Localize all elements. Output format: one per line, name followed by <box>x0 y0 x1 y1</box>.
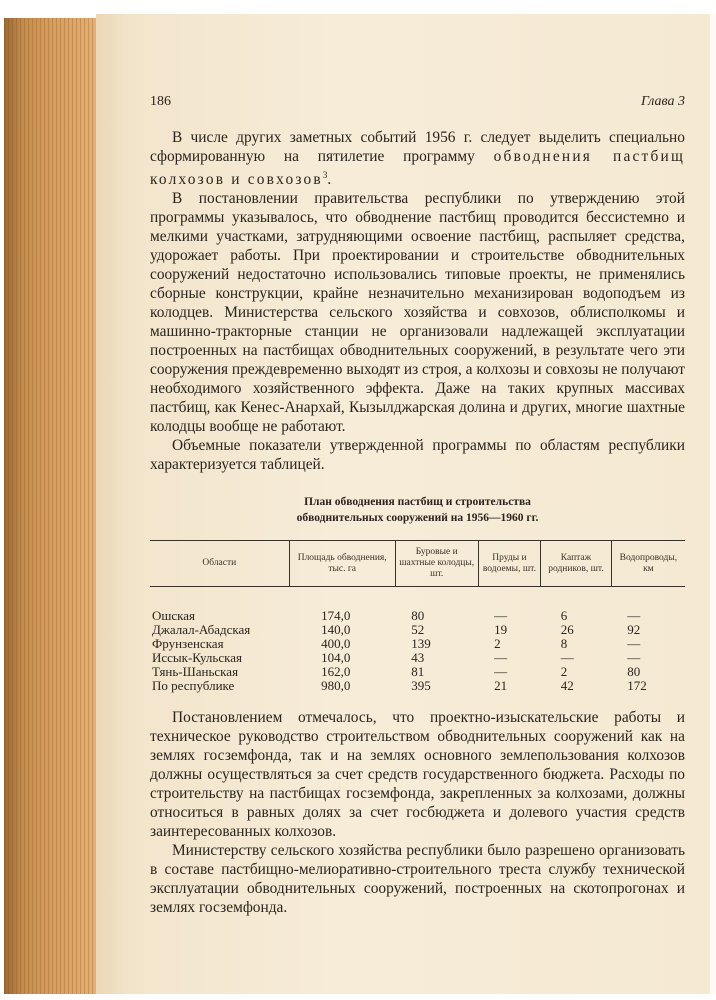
paragraph-2: В постановлении правительства республики по утверждению этой программы указывалось, что обводнение пастбищ проводится бессистемно и мелкими участками, затрудняющими освоение пастбищ, распыляет средства, удорожает работы. При проектировании и строительстве обводнительных сооружений недостаточно использовались типовые проекты, не применялись сборные конструкции, крайне незначительно механизирован водоподъем из колодцев. Министерства сельского хозяйства и совхозов, облисполкомы и машинно-тракторные станции не организовали надлежащей эксплуатации построенных на пастбищах обводнительных сооружений, в результате чего эти сооружения преждевременно выходят из строя, а колхозы и совхозы не получают необходимого хозяйственного эффекта. Даже на таких крупных массивах пастбищ, как Кенес-Анархай, Кызылджарская долина и других, многие шахтные колодцы вообще не работают. <box>150 190 685 436</box>
table-row: Иссык-Кульская 104,0 43 — — — <box>152 650 641 665</box>
paragraph-1: В числе других заметных событий 1956 г. следует выделить специально сформированную на пятилетие программу обводнения пастбищ колхозов и совхозов$^3$. <box>150 129 685 189</box>
data-table <box>150 540 685 693</box>
table-header-row <box>150 541 685 587</box>
text-block-bottom <box>150 708 685 917</box>
table-row: Тянь-Шаньская 162,0 81 — 2 80 <box>152 664 641 679</box>
paragraph-3: Объемные показатели утвержденной программы по областям республики характеризуется таблицей. <box>150 437 685 474</box>
table-spacer <box>150 587 685 610</box>
table-row: Фрунзенская 400,0 139 2 8 — <box>152 636 641 651</box>
header-cell: Области <box>150 541 289 587</box>
footnote-ref: 3 <box>322 170 328 180</box>
header-cell: Водопроводы, км <box>611 541 685 587</box>
header-cell: Буровые и шахтные колодцы, шт. <box>395 541 478 587</box>
table-row-total: По республике 980,0 395 21 42 172 <box>152 678 647 693</box>
table-row: Ошская 174,0 80 — 6 — <box>152 608 641 623</box>
paragraph-4: Постановлением отмечалось, что проектно-изыскательские работы и техническое руководство строительством обводнительных сооружений как на землях госземфонда, так и на землях основного землепользования колхозов должны осуществляться за счет средств государственного бюджета. Расходы по строительству на пастбищах госземфонда, закрепленных за колхозами, должны относиться в равных долях за счет госбюджета и долевого участия средств заинтересованных колхозов. <box>150 709 685 840</box>
header-cell: Площадь обводнения, тыс. га <box>289 541 395 587</box>
emphasis-spaced: обводнения пастбищ колхозов и совхозов <box>150 148 685 189</box>
table-row: Джалал-Абадская 140,0 52 19 26 92 <box>152 622 641 637</box>
text-block-top <box>150 128 685 474</box>
paragraph-5: Министерству сельского хозяйства республики было разрешено организовать в составе пастбищно-мелиоративно-строительного треста службу технической эксплуатации обводнительных сооружений, построенных на скотопрогонах и землях госземфонда. <box>150 842 685 916</box>
page-number: 186 <box>150 94 171 109</box>
chapter-label: Глава 3 <box>641 94 685 109</box>
header-cell: Каптаж родников, шт. <box>541 541 612 587</box>
header-cell: Пруды и водоемы, шт. <box>478 541 541 587</box>
table-title: План обводнения пастбищ и строительства обводнительных сооружений на 1956—1960 гг. <box>296 496 539 524</box>
